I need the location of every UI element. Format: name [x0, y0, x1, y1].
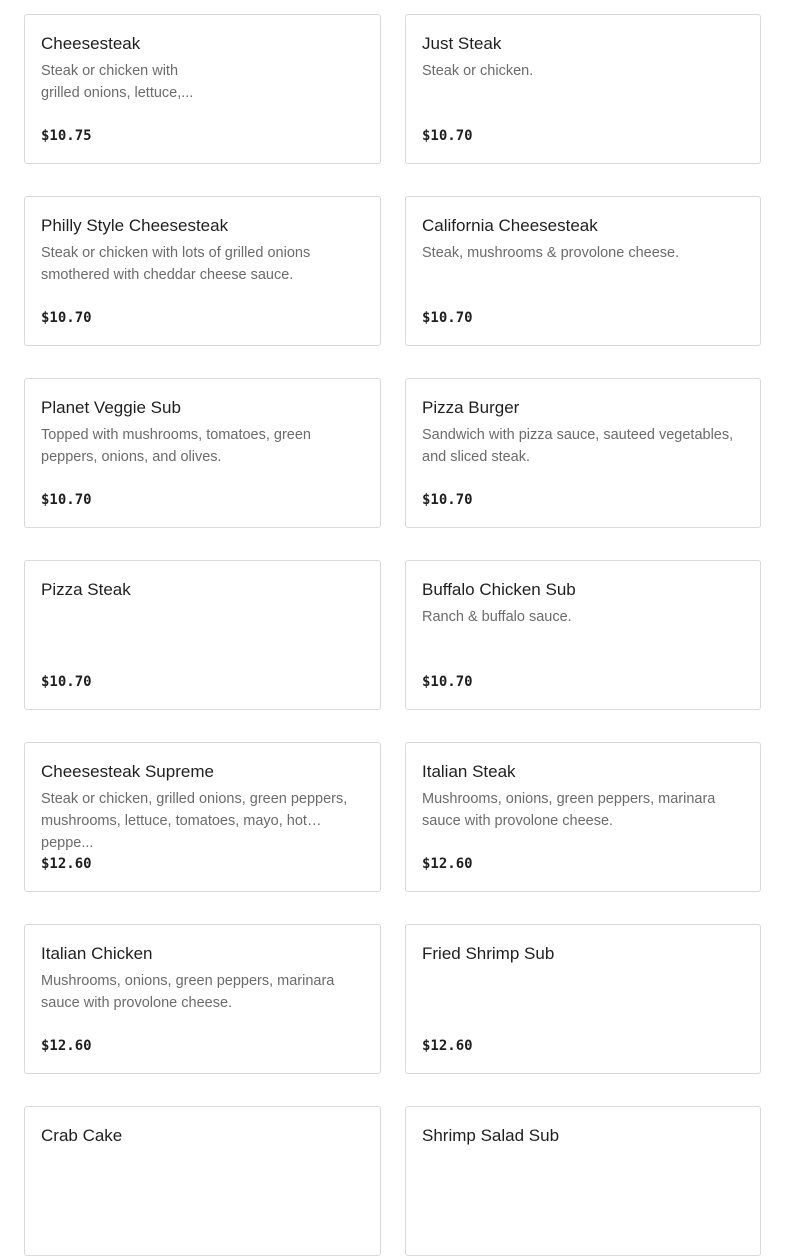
menu-item-price: $10.70: [422, 128, 473, 144]
menu-item-description: Steak or chicken with lots of grilled onions smothered with cheddar cheese sauce.: [41, 245, 311, 283]
menu-item-card[interactable]: [405, 14, 761, 164]
menu-item-description: Steak or chicken with grilled onions, lettuce,...: [41, 63, 194, 101]
menu-item-card[interactable]: [405, 378, 761, 528]
menu-item-description: Mushrooms, onions, green peppers, marinara sauce with provolone cheese.: [41, 973, 335, 1011]
menu-item-name: Planet Veggie Sub: [41, 398, 181, 417]
menu-item-description: Sandwich with pizza sauce, sauteed vegetables, and sliced steak.: [422, 427, 734, 465]
menu-item-card[interactable]: [24, 14, 381, 164]
menu-item-card[interactable]: [24, 560, 381, 710]
menu-item-description: Mushrooms, onions, green peppers, marinara sauce with provolone cheese.: [422, 791, 716, 829]
menu-item-card[interactable]: [405, 742, 761, 892]
menu-item-price: $12.60: [422, 856, 473, 872]
menu-item-description: Ranch & buffalo sauce.: [422, 609, 572, 625]
menu-item-price: $10.70: [41, 674, 92, 690]
menu-item-price: $10.70: [41, 492, 92, 508]
menu-item-name: Shrimp Salad Sub: [422, 1126, 560, 1145]
menu-item-description: Steak or chicken.: [422, 63, 534, 79]
menu-item-name: Fried Shrimp Sub: [422, 944, 555, 963]
menu-item-card[interactable]: [24, 196, 381, 346]
menu-item-name: Pizza Burger: [422, 398, 520, 417]
menu-item-price: $10.75: [41, 128, 92, 144]
menu-item-price: $10.70: [422, 310, 473, 326]
menu-item-card[interactable]: [24, 378, 381, 528]
menu-item-card[interactable]: [24, 1106, 381, 1256]
menu-item-name: Cheesesteak: [41, 34, 141, 53]
menu-item-card[interactable]: [405, 924, 761, 1074]
menu-item-name: Crab Cake: [41, 1126, 123, 1145]
menu-item-name: Philly Style Cheesesteak: [41, 216, 229, 235]
menu-item-name: California Cheesesteak: [422, 216, 598, 235]
menu-item-price: $12.60: [422, 1038, 473, 1054]
menu-item-card[interactable]: [24, 742, 381, 892]
menu-item-price: $10.70: [422, 492, 473, 508]
menu-item-grid: [24, 14, 761, 1256]
menu-item-card[interactable]: [24, 924, 381, 1074]
menu-item-name: Pizza Steak: [41, 580, 131, 599]
menu-item-price: $10.70: [422, 674, 473, 690]
menu-item-price: $12.60: [41, 1038, 92, 1054]
menu-item-name: Just Steak: [422, 34, 502, 53]
menu-item-card[interactable]: [405, 1106, 761, 1256]
menu-item-card[interactable]: [405, 196, 761, 346]
menu-item-description: Steak or chicken, grilled onions, green peppers, mushrooms, lettuce, tomatoes, mayo, hot peppe...: [41, 791, 348, 851]
menu-item-name: Italian Chicken: [41, 944, 153, 963]
menu-item-name: Italian Steak: [422, 762, 516, 781]
menu-item-price: $12.60: [41, 856, 92, 872]
menu-item-name: Buffalo Chicken Sub: [422, 580, 576, 599]
menu-item-price: $10.70: [41, 310, 92, 326]
menu-item-description: Topped with mushrooms, tomatoes, green peppers, onions, and olives.: [41, 427, 311, 465]
menu-item-description: Steak, mushrooms & provolone cheese.: [422, 245, 680, 261]
menu-item-name: Cheesesteak Supreme: [41, 762, 214, 781]
menu-item-card[interactable]: [405, 560, 761, 710]
